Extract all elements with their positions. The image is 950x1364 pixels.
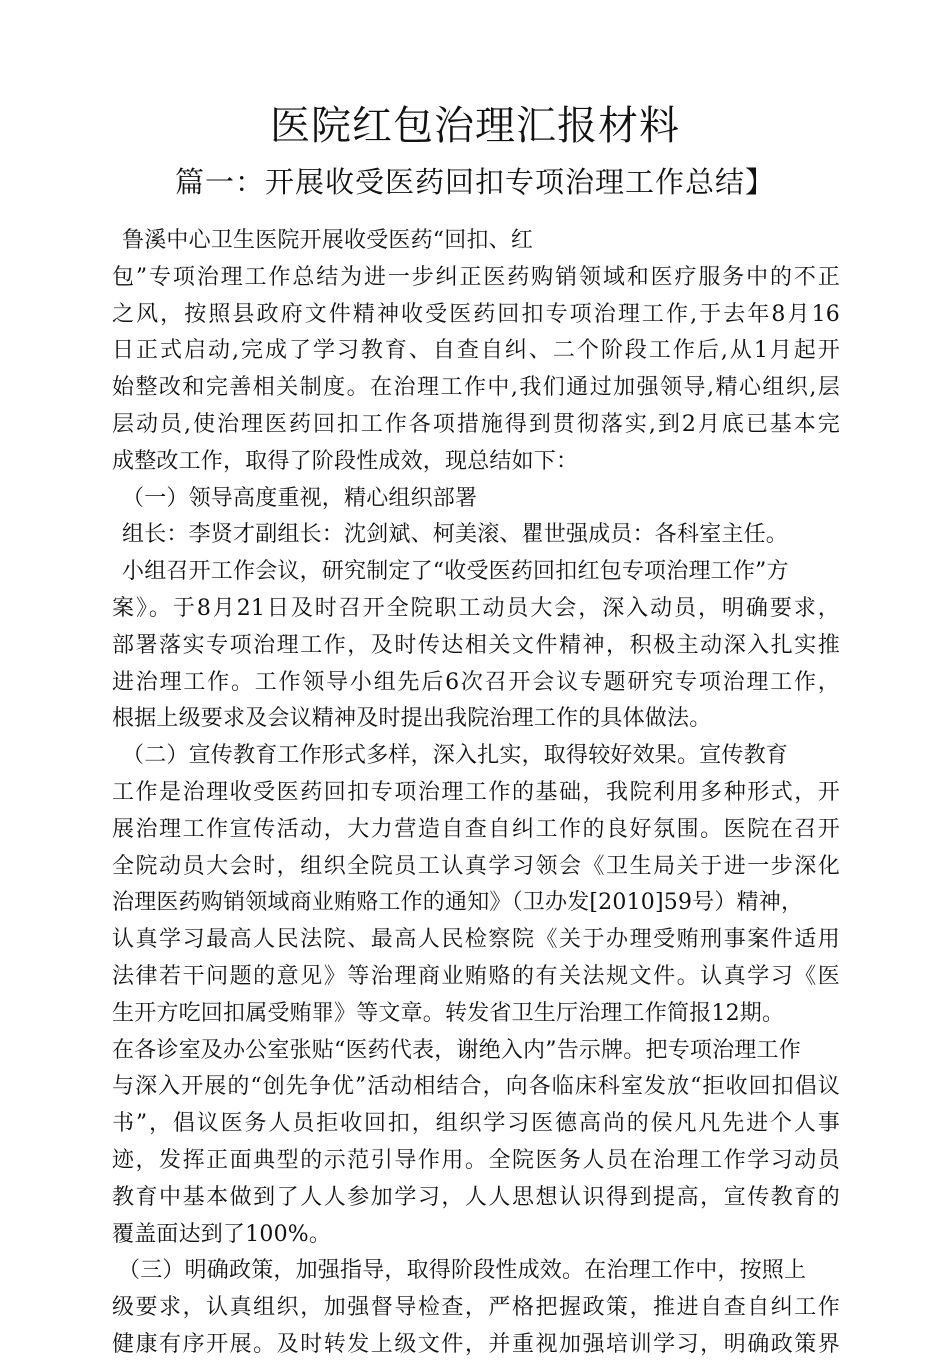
body-line: 治理医药购销领域商业贿赂工作的通知》（卫办发[2010]59号）精神， [112,890,804,916]
body-line: 层动员,使治理医药回扣工作各项措施得到贯彻落实,到2月底已基本完 [112,411,840,437]
body-line: 法律若干问题的意见》等治理商业贿赂的有关法规文件。认真学习《医 [112,963,840,989]
body-line: 展治理工作宣传活动，大力营造自查自纠工作的良好氛围。医院在召开 [112,816,840,842]
body-line: 始整改和完善相关制度。在治理工作中,我们通过加强领导,精心组织,层 [112,375,840,401]
section-heading: （三）明确政策，加强指导，取得阶段性成效。在治理工作中，按照上 [118,1258,807,1284]
section-heading: （二）宣传教育工作形式多样，深入扎实，取得较好效果。宣传教育 [122,743,789,769]
body-line: 教育中基本做到了人人参加学习，人人思想认识得到提高，宣传教育的 [112,1184,840,1210]
body-line: 进治理工作。工作领导小组先后6次召开会议专题研究专项治理工作， [112,669,840,695]
body-line: 在各诊室及办公室张贴“医药代表，谢绝入内”告示牌。把专项治理工作 [112,1037,801,1063]
document-body [112,223,840,1364]
body-line: 健康有序开展。及时转发上级文件，并重视加强培训学习，明确政策界 [112,1331,840,1357]
body-line: 迹，发挥正面典型的示范引导作用。全院医务人员在治理工作学习动员 [112,1147,840,1173]
body-line: 部署落实专项治理工作，及时传达相关文件精神，积极主动深入扎实推 [112,632,840,658]
document-subtitle: 篇一：开展收受医药回扣专项治理工作总结】 [174,165,775,199]
body-line: 鲁溪中心卫生医院开展收受医药“回扣、红 [122,228,534,253]
body-line: 小组召开工作会议，研究制定了“收受医药回扣红包专项治理工作”方 [122,559,789,585]
body-line: 之风，按照县政府文件精神收受医药回扣专项治理工作,于去年8月16 [112,301,840,327]
body-line: 与深入开展的“创先争优”活动相结合，向各临床科室发放“拒收回扣倡议 [112,1074,840,1100]
body-line: 案》。于8月21日及时召开全院职工动员大会，深入动员，明确要求， [112,595,840,621]
body-line: 书”，倡议医务人员拒收回扣，组织学习医德高尚的侯凡凡先进个人事 [112,1111,840,1137]
body-line: 全院动员大会时，组织全院员工认真学习领会《卫生局关于进一步深化 [112,853,840,879]
body-line: 组长：李贤才副组长：沈剑斌、柯美滚、瞿世强成员：各科室主任。 [122,522,789,548]
body-line: 工作是治理收受医药回扣专项治理工作的基础，我院利用多种形式，开 [112,779,840,805]
body-line: 级要求，认真组织，加强督导检查，严格把握政策，推进自查自纠工作 [112,1295,840,1321]
body-line: 认真学习最高人民法院、最高人民检察院《关于办理受贿刑事案件适用 [112,927,840,953]
body-line: 生开方吃回扣属受贿罪》等文章。转发省卫生厅治理工作简报12期。 [112,1000,785,1026]
body-line: 成整改工作，取得了阶段性成效，现总结如下： [112,448,579,474]
body-line: 覆盖面达到了100%。 [112,1221,332,1247]
body-line: 包”专项治理工作总结为进一步纠正医药购销领域和医疗服务中的不正 [112,264,840,290]
document-title: 医院红包治理汇报材料 [270,103,680,149]
section-heading: （一）领导高度重视，精心组织部署 [122,485,478,511]
body-line: 根据上级要求及会议精神及时提出我院治理工作的具体做法。 [112,706,712,732]
body-line: 日正式启动,完成了学习教育、自查自纠、二个阶段工作后,从1月起开 [112,338,840,364]
